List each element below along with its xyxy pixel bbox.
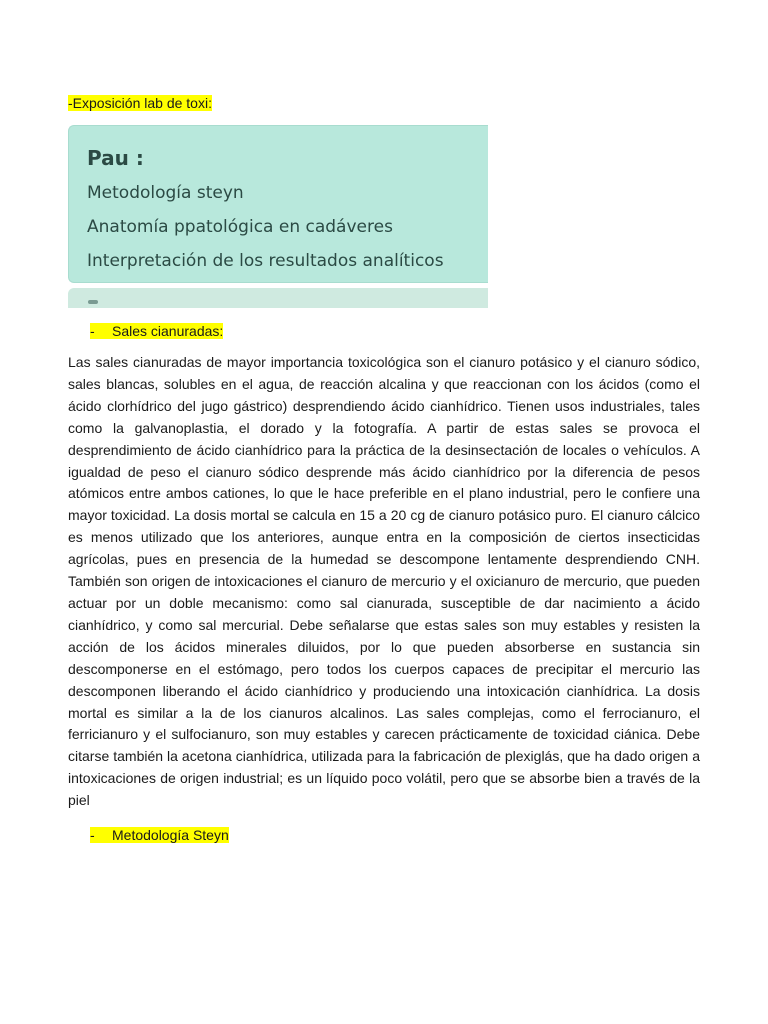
section-heading-highlight xyxy=(90,827,229,843)
section-heading-text: Sales cianuradas: xyxy=(112,323,224,339)
section-heading-metodologia-steyn xyxy=(90,826,229,844)
top-heading xyxy=(68,94,212,112)
note-title: Pau : xyxy=(87,146,144,170)
section-heading-text: Metodología Steyn xyxy=(112,827,229,843)
pasted-note-image xyxy=(68,125,488,308)
body-paragraph: Las sales cianuradas de mayor importancia toxicológica son el cianuro potásico y el cianuro sódico, sales blancas, solubles en el agua, de reacción alcalina y que reaccionan con los ácidos (como el ácido clorhídrico del jugo gástrico) desprendiendo ácido cianhídrico. Tienen usos industriales, tales como la galvanoplastia, el dorado y la fotografía. A partir de estas sales se provoca el desprendimiento de ácido cianhídrico para la práctica de la desinsectación de locales o vehículos. A igualdad de peso el cianuro sódico desprende más ácido cianhídrico por la diferencia de pesos atómicos entre ambos cationes, lo que le hace preferible en el plano industrial, pero le confiere una mayor toxicidad. La dosis mortal se calcula en 15 a 20 cg de cianuro potásico puro. El cianuro cálcico es menos utilizado que los anteriores, aunque entra en la composición de ciertos insecticidas agrícolas, pues en presencia de la humedad se descompone lentamente desprendiendo CNH. También son origen de intoxicaciones el cianuro de mercurio y el oxicianuro de mercurio, que pueden actuar por un doble mecanismo: como sal cianurada, susceptible de dar nacimiento a ácido cianhídrico, y como sal mercurial. Debe señalarse que estas sales son muy estables y resisten la acción de los ácidos minerales diluidos, por lo que pueden absorberse en sustancia sin descomponerse en el estómago, pero todos los cuerpos capaces de precipitar el mercurio las descomponen liberando el ácido cianhídrico y produciendo una intoxicación cianhídrica. La dosis mortal es similar a la de los cianuros alcalinos. Las sales complejas, como el ferrocianuro, el ferricianuro y el sulfocianuro, son muy estables y carecen prácticamente de toxicidad ciánica. Debe citarse también la acetona cianhídrica, utilizada para la fabricación de plexiglás, que ha dado origen a intoxicaciones de origen industrial; es un líquido poco volátil, pero que se absorbe bien a través de la piel xyxy=(68,354,700,809)
cropped-text-fragment xyxy=(88,300,98,304)
note-line-3: Interpretación de los resultados analíticos xyxy=(87,251,444,271)
bullet-dash: - xyxy=(90,323,95,339)
top-heading-text: -Exposición lab de toxi: xyxy=(68,95,212,111)
note-card-next-cropped xyxy=(68,288,488,308)
note-line-1: Metodología steyn xyxy=(87,183,244,203)
note-line-2: Anatomía ppatológica en cadáveres xyxy=(87,217,393,237)
bullet-dash: - xyxy=(90,827,95,843)
section-heading-sales-cianuradas xyxy=(90,322,223,340)
note-card xyxy=(68,125,488,283)
section-heading-highlight xyxy=(90,323,223,339)
